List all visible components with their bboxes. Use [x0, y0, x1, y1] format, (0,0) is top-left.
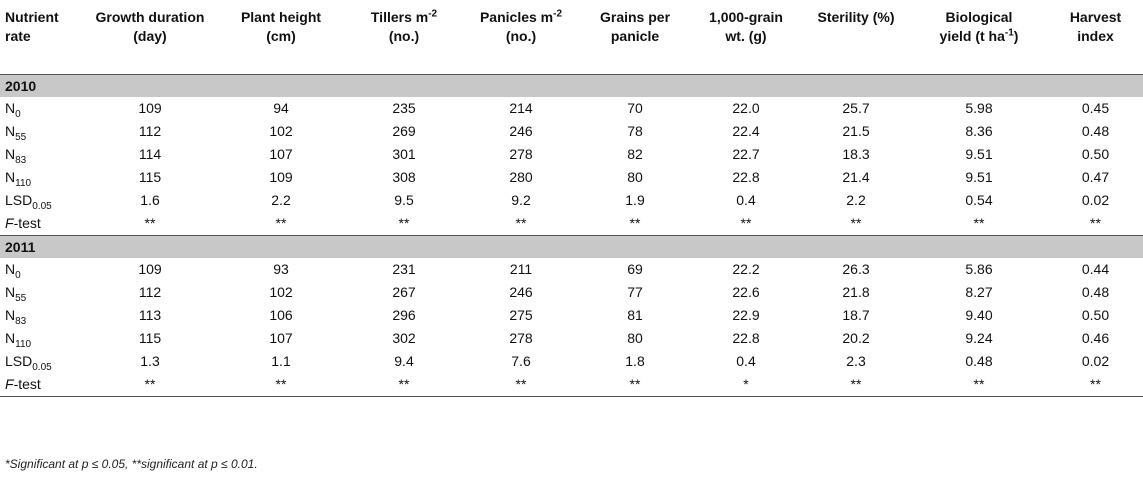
table-cell: 22.2 [732, 260, 760, 277]
table-cell: 69 [627, 260, 643, 277]
table-cell: 211 [509, 260, 533, 277]
table-cell: 109 [138, 260, 162, 277]
row-label-subscript: 0.05 [32, 200, 52, 212]
table-cell: 107 [269, 145, 293, 162]
header-text: wt. (g) [725, 28, 767, 44]
table-cell: 269 [392, 122, 416, 139]
table-cell: 278 [509, 329, 533, 346]
row-label-text: LSD [5, 352, 33, 369]
row-label-text: N [5, 122, 16, 139]
table-row [0, 189, 1143, 212]
table-cell: 9.40 [965, 306, 993, 323]
header-biological-yield [910, 6, 1048, 74]
table-cell: 246 [509, 122, 533, 139]
table-cell: ** [973, 214, 985, 231]
table-cell: 9.2 [511, 191, 531, 208]
row-label-subscript: 83 [15, 154, 27, 166]
header-row [0, 6, 1143, 74]
table-cell: 0.4 [736, 352, 756, 369]
row-label-text: N [5, 260, 16, 277]
table-cell: 267 [392, 283, 416, 300]
table-cell: 109 [138, 99, 162, 116]
table-cell: 22.9 [732, 306, 760, 323]
table-footnote: *Significant at p ≤ 0.05, **significant at p ≤ 0.01. [5, 457, 258, 471]
table-cell: 109 [269, 168, 293, 185]
table-row [0, 143, 1143, 166]
table-cell: 9.24 [965, 329, 993, 346]
table-cell: ** [275, 214, 287, 231]
table-cell: 8.36 [965, 122, 993, 139]
table-cell: ** [216, 373, 346, 397]
table-cell: 22.6 [732, 283, 760, 300]
header-text: index [1077, 28, 1114, 44]
header-text: Growth duration [95, 9, 205, 25]
table-cell: 280 [509, 168, 533, 185]
table-cell: 8.27 [965, 283, 993, 300]
row-label-text: N [5, 306, 16, 323]
table-cell: 94 [273, 99, 289, 116]
table-cell: 296 [392, 306, 416, 323]
table-cell: ** [398, 214, 410, 231]
table-cell: ** [346, 373, 462, 397]
table-cell: 0.48 [1081, 122, 1110, 139]
table-cell: ** [1090, 214, 1101, 231]
table-cell: ** [850, 214, 862, 231]
table-row [0, 350, 1143, 373]
table-cell: 301 [392, 145, 416, 162]
table-cell: 1.9 [625, 191, 645, 208]
table-cell: 21.4 [842, 168, 870, 185]
table-cell: 7.6 [511, 352, 531, 369]
header-text: Tillers m [370, 9, 429, 25]
header-text: Plant height [240, 9, 322, 25]
row-label-subscript: 110 [15, 338, 32, 350]
table-cell: 5.98 [965, 99, 993, 116]
table-row [0, 120, 1143, 143]
section-year-label: 2011 [0, 235, 1143, 258]
row-label-text: LSD [5, 191, 33, 208]
table-cell: 93 [273, 260, 289, 277]
header-tillers [346, 6, 462, 74]
table-cell: 0.02 [1081, 191, 1110, 208]
row-label [0, 120, 84, 143]
table-cell: 22.8 [732, 329, 760, 346]
table-cell: 70 [627, 99, 643, 116]
row-label-subscript: 55 [15, 292, 27, 304]
table-cell: 21.5 [842, 122, 870, 139]
table-cell: ** [910, 373, 1048, 397]
header-text: yield (t ha [939, 28, 1005, 44]
header-text: (day) [133, 28, 167, 44]
table-cell: ** [144, 214, 156, 231]
header-text: Panicles m [479, 9, 554, 25]
table-cell: ** [515, 214, 527, 231]
header-text: panicle [610, 28, 660, 44]
row-label-text: N [5, 329, 16, 346]
table-cell: 1.8 [625, 352, 645, 369]
table-cell: 246 [509, 283, 533, 300]
table-cell: ** [740, 214, 752, 231]
header-text: Grains per [599, 9, 671, 25]
table-cell: 22.8 [732, 168, 760, 185]
table-cell: 115 [138, 168, 162, 185]
table-cell: 107 [269, 329, 293, 346]
row-label [0, 350, 84, 373]
table-cell: 9.51 [965, 145, 993, 162]
table-cell: ** [580, 373, 690, 397]
header-sterility [802, 6, 910, 74]
table-cell: ** [1048, 373, 1143, 397]
row-label [0, 212, 84, 236]
row-label [0, 97, 84, 120]
table-cell: 0.48 [965, 352, 993, 369]
row-label-text: N [5, 99, 16, 116]
table-cell: 115 [138, 329, 162, 346]
row-label-text: N [5, 145, 16, 162]
header-text: Nutrient [5, 9, 59, 25]
row-label [0, 327, 84, 350]
header-text: (no.) [505, 28, 537, 44]
row-label [0, 373, 84, 397]
row-label-text: -test [13, 214, 41, 231]
header-text: Harvest [1069, 9, 1122, 25]
header-text: Sterility (%) [817, 9, 895, 25]
row-label [0, 281, 84, 304]
table-row [0, 97, 1143, 120]
table-cell: 0.44 [1081, 260, 1110, 277]
table-cell: 1.1 [271, 352, 291, 369]
table-cell: 0.02 [1081, 352, 1110, 369]
table-cell: 78 [627, 122, 643, 139]
table-body [0, 74, 1143, 396]
table-row [0, 212, 1143, 236]
header-panicles [462, 6, 580, 74]
header-growth-duration [84, 6, 216, 74]
table-cell: 106 [269, 306, 293, 323]
row-label [0, 143, 84, 166]
table-row [0, 166, 1143, 189]
table-cell: 278 [509, 145, 533, 162]
row-label-text: N [5, 283, 16, 300]
table-cell: 2.2 [846, 191, 866, 208]
table-cell: ** [802, 373, 910, 397]
table-cell: 0.45 [1081, 99, 1110, 116]
row-label-italic: F [5, 214, 14, 231]
row-label-subscript: 83 [15, 315, 27, 327]
table-cell: 82 [627, 145, 643, 162]
table-cell: * [690, 373, 802, 397]
table-cell: 22.4 [732, 122, 760, 139]
table-cell: 9.51 [965, 168, 993, 185]
table-cell: 22.7 [732, 145, 760, 162]
table-cell: 18.7 [842, 306, 870, 323]
row-label-text: -test [13, 375, 41, 392]
section-year-label: 2010 [0, 74, 1143, 97]
header-superscript: -1 [1004, 27, 1014, 39]
table-row [0, 281, 1143, 304]
table-cell: 25.7 [842, 99, 870, 116]
table-cell: 26.3 [842, 260, 870, 277]
table-cell: 2.2 [271, 191, 291, 208]
table-cell: 80 [627, 329, 643, 346]
table-cell: 235 [392, 99, 416, 116]
header-superscript: -2 [428, 8, 438, 20]
table-cell: 275 [509, 306, 533, 323]
table-cell: 102 [269, 283, 293, 300]
header-text: ) [1013, 28, 1019, 44]
table-row [0, 373, 1143, 397]
table-cell: 2.3 [846, 352, 866, 369]
header-harvest-index [1048, 6, 1143, 74]
table-row [0, 258, 1143, 281]
table-cell: 302 [392, 329, 416, 346]
table-cell: 112 [138, 122, 162, 139]
table-cell: 308 [392, 168, 416, 185]
table-cell: 214 [509, 99, 533, 116]
row-label-subscript: 0 [15, 269, 21, 281]
row-label-text: N [5, 168, 16, 185]
table-cell: 0.50 [1081, 306, 1110, 323]
table-cell: 0.50 [1081, 145, 1110, 162]
row-label-italic: F [5, 375, 14, 392]
row-label [0, 166, 84, 189]
table-cell: 18.3 [842, 145, 870, 162]
section-header-row [0, 235, 1143, 258]
header-text: Biological [945, 9, 1013, 25]
section-header-row [0, 74, 1143, 97]
row-label-subscript: 110 [15, 177, 32, 189]
row-label [0, 189, 84, 212]
table-cell: ** [629, 214, 641, 231]
table-cell: 114 [138, 145, 162, 162]
table-cell: 21.8 [842, 283, 870, 300]
nutrient-rate-table [0, 6, 1143, 397]
row-label [0, 304, 84, 327]
row-label-subscript: 0.05 [32, 361, 52, 373]
table-cell: 0.47 [1081, 168, 1110, 185]
header-text: (cm) [266, 28, 296, 44]
header-text: rate [5, 28, 31, 44]
table-cell: 1.3 [140, 352, 160, 369]
table-cell: 20.2 [842, 329, 870, 346]
table-cell: 113 [138, 306, 162, 323]
table-cell: 0.4 [736, 191, 756, 208]
table-cell: 102 [269, 122, 293, 139]
table-cell: 9.5 [394, 191, 414, 208]
table-cell: 0.48 [1081, 283, 1110, 300]
row-label-subscript: 55 [15, 131, 27, 143]
table-cell: 22.0 [732, 99, 760, 116]
header-grains-per-panicle [580, 6, 690, 74]
header-grain-weight [690, 6, 802, 74]
header-text: 1,000-grain [709, 9, 783, 25]
table-cell: 0.54 [965, 191, 993, 208]
table-cell: 112 [138, 283, 162, 300]
table-cell: 231 [392, 260, 416, 277]
table-cell: 0.46 [1081, 329, 1110, 346]
table-cell: 80 [627, 168, 643, 185]
header-plant-height [216, 6, 346, 74]
header-nutrient-rate [0, 6, 84, 74]
header-text: (no.) [388, 28, 420, 44]
row-label [0, 258, 84, 281]
header-superscript: -2 [553, 8, 563, 20]
table-cell: 5.86 [965, 260, 993, 277]
table-cell: 77 [627, 283, 643, 300]
table-cell: ** [462, 373, 580, 397]
table-cell: 1.6 [140, 191, 160, 208]
row-label-subscript: 0 [15, 108, 21, 120]
table-cell: 9.4 [394, 352, 414, 369]
table-cell: 81 [627, 306, 643, 323]
table-row [0, 304, 1143, 327]
table-row [0, 327, 1143, 350]
table-cell: ** [84, 373, 216, 397]
